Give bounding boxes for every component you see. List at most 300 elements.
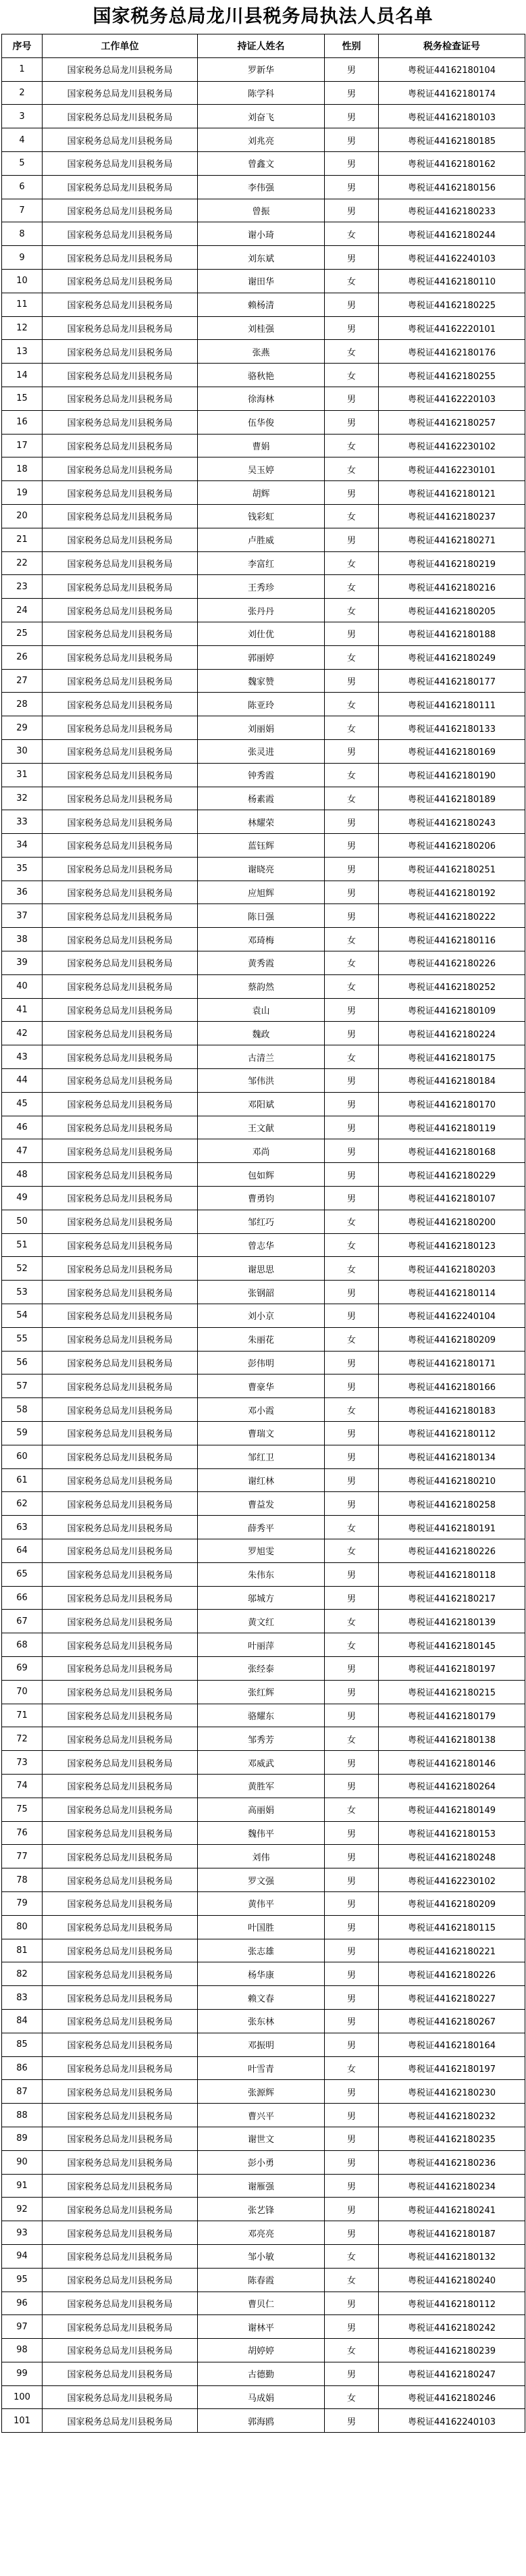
table-row (2, 1962, 525, 1986)
cell-unit: 国家税务总局龙川县税务局 (43, 2009, 198, 2033)
cell-index: 6 (2, 175, 43, 199)
cell-unit: 国家税务总局龙川县税务局 (43, 2104, 198, 2127)
cell-index: 16 (2, 410, 43, 434)
cell-unit: 国家税务总局龙川县税务局 (43, 1845, 198, 1868)
cell-name: 谢世文 (198, 2127, 325, 2150)
cell-cert-number: 粤税证44162180162 (379, 151, 525, 175)
cell-gender: 女 (325, 1798, 379, 1821)
table-row (2, 669, 525, 693)
table-row (2, 504, 525, 528)
cell-unit: 国家税务总局龙川县税务局 (43, 2292, 198, 2315)
table-row (2, 1398, 525, 1422)
cell-unit: 国家税务总局龙川县税务局 (43, 81, 198, 105)
cell-gender: 男 (325, 1586, 379, 1610)
table-row (2, 1821, 525, 1845)
cell-cert-number: 粤税证44162180248 (379, 1845, 525, 1868)
cell-index: 80 (2, 1915, 43, 1939)
cell-index: 45 (2, 1092, 43, 1116)
cell-unit: 国家税务总局龙川县税务局 (43, 222, 198, 246)
cell-cert-number: 粤税证44162180209 (379, 1327, 525, 1351)
cell-cert-number: 粤税证44162230102 (379, 434, 525, 457)
cell-gender: 男 (325, 316, 379, 340)
table-row (2, 434, 525, 457)
cell-cert-number: 粤税证44162180203 (379, 1257, 525, 1281)
cell-cert-number: 粤税证44162180187 (379, 2221, 525, 2245)
cell-cert-number: 粤税证44162180234 (379, 2174, 525, 2198)
cell-gender: 女 (325, 1327, 379, 1351)
table-row (2, 1727, 525, 1751)
cell-gender: 男 (325, 1562, 379, 1586)
cell-unit: 国家税务总局龙川县税务局 (43, 622, 198, 645)
table-row (2, 1187, 525, 1210)
cell-gender: 男 (325, 1704, 379, 1727)
cell-gender: 男 (325, 293, 379, 316)
cell-name: 杨素霞 (198, 787, 325, 810)
cell-name: 邓振明 (198, 2033, 325, 2056)
cell-cert-number: 粤税证44162180175 (379, 1045, 525, 1069)
cell-name: 马成娟 (198, 2385, 325, 2409)
cell-gender: 女 (325, 434, 379, 457)
cell-name: 张钢韶 (198, 1281, 325, 1304)
cell-gender: 男 (325, 2362, 379, 2385)
cell-index: 10 (2, 269, 43, 293)
table-row (2, 810, 525, 834)
cell-unit: 国家税务总局龙川县税务局 (43, 1281, 198, 1304)
cell-unit: 国家税务总局龙川县税务局 (43, 575, 198, 599)
cell-index: 4 (2, 128, 43, 152)
cell-gender: 男 (325, 387, 379, 410)
cell-index: 82 (2, 1962, 43, 1986)
cell-name: 胡辉 (198, 481, 325, 505)
cell-gender: 女 (325, 693, 379, 716)
cell-index: 17 (2, 434, 43, 457)
table-row (2, 1845, 525, 1868)
cell-index: 35 (2, 857, 43, 881)
cell-index: 95 (2, 2268, 43, 2292)
cell-index: 57 (2, 1374, 43, 1398)
cell-cert-number: 粤税证44162180185 (379, 128, 525, 152)
cell-cert-number: 粤税证44162180242 (379, 2315, 525, 2339)
cell-unit: 国家税务总局龙川县税务局 (43, 857, 198, 881)
cell-gender: 女 (325, 928, 379, 951)
table-row (2, 1492, 525, 1516)
cell-gender: 男 (325, 1868, 379, 1892)
cell-name: 包如辉 (198, 1163, 325, 1187)
cell-unit: 国家税务总局龙川县税务局 (43, 1562, 198, 1586)
cell-unit: 国家税务总局龙川县税务局 (43, 1939, 198, 1962)
table-row (2, 716, 525, 740)
cell-name: 赖杨清 (198, 293, 325, 316)
cell-index: 49 (2, 1187, 43, 1210)
cell-name: 谢小琦 (198, 222, 325, 246)
cell-unit: 国家税务总局龙川县税务局 (43, 1633, 198, 1657)
cell-index: 2 (2, 81, 43, 105)
cell-gender: 男 (325, 1986, 379, 2010)
cell-index: 51 (2, 1233, 43, 1257)
cell-gender: 男 (325, 1821, 379, 1845)
cell-unit: 国家税务总局龙川县税务局 (43, 834, 198, 858)
cell-gender: 男 (325, 739, 379, 763)
cell-gender: 女 (325, 1633, 379, 1657)
cell-gender: 女 (325, 504, 379, 528)
cell-gender: 女 (325, 2244, 379, 2268)
cell-cert-number: 粤税证44162180188 (379, 622, 525, 645)
cell-cert-number: 粤税证44162180229 (379, 1163, 525, 1187)
cell-gender: 男 (325, 81, 379, 105)
cell-unit: 国家税务总局龙川县税务局 (43, 1915, 198, 1939)
cell-unit: 国家税务总局龙川县税务局 (43, 504, 198, 528)
cell-gender: 女 (325, 1610, 379, 1633)
table-row (2, 1281, 525, 1304)
cell-unit: 国家税务总局龙川县税务局 (43, 1751, 198, 1775)
cell-gender: 男 (325, 2315, 379, 2339)
cell-cert-number: 粤税证44162240104 (379, 1304, 525, 1328)
cell-cert-number: 粤税证44162180197 (379, 1656, 525, 1680)
cell-unit: 国家税务总局龙川县税务局 (43, 481, 198, 505)
cell-unit: 国家税务总局龙川县税务局 (43, 340, 198, 364)
cell-gender: 男 (325, 128, 379, 152)
cell-gender: 男 (325, 1069, 379, 1093)
cell-unit: 国家税务总局龙川县税务局 (43, 199, 198, 222)
cell-cert-number: 粤税证44162180209 (379, 1891, 525, 1915)
cell-unit: 国家税务总局龙川县税务局 (43, 2150, 198, 2174)
cell-cert-number: 粤税证44162180252 (379, 974, 525, 998)
cell-gender: 男 (325, 1304, 379, 1328)
cell-cert-number: 粤税证44162180174 (379, 81, 525, 105)
table-row (2, 457, 525, 481)
cell-unit: 国家税务总局龙川县税务局 (43, 1586, 198, 1610)
cell-name: 刘仕优 (198, 622, 325, 645)
cell-name: 张燕 (198, 340, 325, 364)
cell-index: 76 (2, 1821, 43, 1845)
cell-name: 吴玉婷 (198, 457, 325, 481)
table-row (2, 693, 525, 716)
table-row (2, 1233, 525, 1257)
table-row (2, 599, 525, 622)
cell-cert-number: 粤税证44162180146 (379, 1751, 525, 1775)
cell-index: 81 (2, 1939, 43, 1962)
table-row (2, 175, 525, 199)
cell-gender: 男 (325, 1962, 379, 1986)
cell-cert-number: 粤税证44162180170 (379, 1092, 525, 1116)
table-row (2, 1257, 525, 1281)
cell-gender: 女 (325, 457, 379, 481)
table-row (2, 81, 525, 105)
header-gender: 性别 (325, 34, 379, 58)
table-row (2, 1868, 525, 1892)
cell-index: 31 (2, 763, 43, 787)
cell-gender: 女 (325, 716, 379, 740)
cell-cert-number: 粤税证44162180112 (379, 1422, 525, 1445)
cell-name: 罗新华 (198, 57, 325, 81)
cell-name: 张东林 (198, 2009, 325, 2033)
cell-index: 41 (2, 998, 43, 1022)
cell-cert-number: 粤税证44162180206 (379, 834, 525, 858)
cell-cert-number: 粤税证44162180121 (379, 481, 525, 505)
table-row (2, 951, 525, 975)
cell-gender: 女 (325, 1233, 379, 1257)
cell-cert-number: 粤税证44162180230 (379, 2080, 525, 2104)
cell-name: 魏政 (198, 1022, 325, 1045)
cell-unit: 国家税务总局龙川县税务局 (43, 2198, 198, 2221)
cell-index: 28 (2, 693, 43, 716)
cell-cert-number: 粤税证44162180171 (379, 1351, 525, 1374)
table-row (2, 269, 525, 293)
cell-unit: 国家税务总局龙川县税务局 (43, 387, 198, 410)
cell-name: 邹伟洪 (198, 1069, 325, 1093)
cell-cert-number: 粤税证44162180110 (379, 269, 525, 293)
cell-name: 应旭辉 (198, 881, 325, 904)
cell-unit: 国家税务总局龙川县税务局 (43, 1374, 198, 1398)
table-row (2, 151, 525, 175)
cell-name: 李伟强 (198, 175, 325, 199)
table-row (2, 2244, 525, 2268)
cell-unit: 国家税务总局龙川县税务局 (43, 434, 198, 457)
cell-cert-number: 粤税证44162180156 (379, 175, 525, 199)
table-row (2, 2292, 525, 2315)
table-row (2, 1915, 525, 1939)
cell-unit: 国家税务总局龙川县税务局 (43, 1163, 198, 1187)
cell-unit: 国家税务总局龙川县税务局 (43, 151, 198, 175)
cell-index: 98 (2, 2339, 43, 2362)
cell-name: 邓阳斌 (198, 1092, 325, 1116)
cell-name: 曾志华 (198, 1233, 325, 1257)
cell-unit: 国家税务总局龙川县税务局 (43, 810, 198, 834)
cell-gender: 女 (325, 340, 379, 364)
cell-unit: 国家税务总局龙川县税务局 (43, 1351, 198, 1374)
cell-index: 30 (2, 739, 43, 763)
cell-unit: 国家税务总局龙川县税务局 (43, 2268, 198, 2292)
cell-index: 68 (2, 1633, 43, 1657)
cell-cert-number: 粤税证44162240103 (379, 2409, 525, 2433)
cell-unit: 国家税务总局龙川县税务局 (43, 2033, 198, 2056)
cell-index: 85 (2, 2033, 43, 2056)
cell-name: 杨华康 (198, 1962, 325, 1986)
cell-cert-number: 粤税证44162180191 (379, 1516, 525, 1539)
cell-index: 88 (2, 2104, 43, 2127)
table-row (2, 1939, 525, 1962)
cell-cert-number: 粤税证44162180243 (379, 810, 525, 834)
cell-cert-number: 粤税证44162180239 (379, 2339, 525, 2362)
cell-cert-number: 粤税证44162180169 (379, 739, 525, 763)
cell-index: 5 (2, 151, 43, 175)
cell-name: 张红辉 (198, 1680, 325, 1704)
cell-unit: 国家税务总局龙川县税务局 (43, 457, 198, 481)
cell-gender: 男 (325, 881, 379, 904)
cell-name: 胡婷婷 (198, 2339, 325, 2362)
cell-unit: 国家税务总局龙川县税务局 (43, 528, 198, 551)
cell-unit: 国家税务总局龙川县税务局 (43, 269, 198, 293)
cell-index: 89 (2, 2127, 43, 2150)
cell-name: 曹豪华 (198, 1374, 325, 1398)
table-row (2, 1516, 525, 1539)
cell-gender: 女 (325, 222, 379, 246)
cell-name: 刘东斌 (198, 246, 325, 270)
cell-unit: 国家税务总局龙川县税务局 (43, 2056, 198, 2080)
cell-unit: 国家税务总局龙川县税务局 (43, 669, 198, 693)
cell-index: 92 (2, 2198, 43, 2221)
cell-index: 33 (2, 810, 43, 834)
cell-name: 李富红 (198, 551, 325, 575)
cell-cert-number: 粤税证44162180164 (379, 2033, 525, 2056)
cell-index: 53 (2, 1281, 43, 1304)
cell-cert-number: 粤税证44162180116 (379, 928, 525, 951)
cell-index: 32 (2, 787, 43, 810)
cell-cert-number: 粤税证44162180149 (379, 1798, 525, 1821)
table-row (2, 57, 525, 81)
cell-unit: 国家税务总局龙川县税务局 (43, 645, 198, 669)
cell-unit: 国家税务总局龙川县税务局 (43, 1045, 198, 1069)
cell-cert-number: 粤税证44162180168 (379, 1139, 525, 1163)
cell-name: 曹勇钧 (198, 1187, 325, 1210)
cell-name: 彭伟明 (198, 1351, 325, 1374)
cell-unit: 国家税务总局龙川县税务局 (43, 1422, 198, 1445)
cell-cert-number: 粤税证44162180233 (379, 199, 525, 222)
cell-unit: 国家税务总局龙川县税务局 (43, 951, 198, 975)
cell-cert-number: 粤税证44162180225 (379, 293, 525, 316)
cell-name: 刘小京 (198, 1304, 325, 1328)
cell-unit: 国家税务总局龙川县税务局 (43, 1727, 198, 1751)
table-row (2, 1891, 525, 1915)
cell-cert-number: 粤税证44162180251 (379, 857, 525, 881)
cell-index: 100 (2, 2385, 43, 2409)
table-row (2, 1656, 525, 1680)
cell-name: 黄秀霞 (198, 951, 325, 975)
cell-cert-number: 粤税证44162180226 (379, 1962, 525, 1986)
cell-name: 邓亮亮 (198, 2221, 325, 2245)
table-row (2, 1092, 525, 1116)
cell-gender: 女 (325, 1257, 379, 1281)
cell-cert-number: 粤税证44162180153 (379, 1821, 525, 1845)
cell-cert-number: 粤税证44162180236 (379, 2150, 525, 2174)
cell-cert-number: 粤税证44162180221 (379, 1939, 525, 1962)
cell-name: 曾鑫文 (198, 151, 325, 175)
cell-index: 73 (2, 1751, 43, 1775)
cell-cert-number: 粤税证44162180104 (379, 57, 525, 81)
cell-cert-number: 粤税证44162180264 (379, 1774, 525, 1798)
cell-gender: 男 (325, 151, 379, 175)
cell-unit: 国家税务总局龙川县税务局 (43, 1257, 198, 1281)
cell-gender: 男 (325, 1022, 379, 1045)
cell-index: 8 (2, 222, 43, 246)
cell-name: 刘桂强 (198, 316, 325, 340)
table-row (2, 763, 525, 787)
cell-index: 87 (2, 2080, 43, 2104)
cell-unit: 国家税务总局龙川县税务局 (43, 1187, 198, 1210)
cell-unit: 国家税务总局龙川县税务局 (43, 1022, 198, 1045)
cell-unit: 国家税务总局龙川县税务局 (43, 410, 198, 434)
cell-index: 40 (2, 974, 43, 998)
table-row (2, 2198, 525, 2221)
cell-name: 邬城方 (198, 1586, 325, 1610)
table-row (2, 1562, 525, 1586)
cell-unit: 国家税务总局龙川县税务局 (43, 1327, 198, 1351)
cell-index: 55 (2, 1327, 43, 1351)
cell-index: 78 (2, 1868, 43, 1892)
table-row (2, 293, 525, 316)
table-row (2, 387, 525, 410)
cell-cert-number: 粤税证44162180183 (379, 1398, 525, 1422)
cell-index: 69 (2, 1656, 43, 1680)
cell-unit: 国家税务总局龙川县税务局 (43, 1516, 198, 1539)
cell-index: 24 (2, 599, 43, 622)
cell-gender: 男 (325, 175, 379, 199)
cell-name: 魏家赞 (198, 669, 325, 693)
table-row (2, 316, 525, 340)
cell-gender: 男 (325, 1680, 379, 1704)
table-row (2, 1374, 525, 1398)
cell-gender: 女 (325, 1045, 379, 1069)
cell-index: 50 (2, 1210, 43, 1233)
cell-cert-number: 粤税证44162180271 (379, 528, 525, 551)
cell-cert-number: 粤税证44162180232 (379, 2104, 525, 2127)
cell-gender: 男 (325, 1281, 379, 1304)
cell-gender: 男 (325, 528, 379, 551)
cell-index: 79 (2, 1891, 43, 1915)
cell-name: 曾振 (198, 199, 325, 222)
cell-index: 75 (2, 1798, 43, 1821)
cell-unit: 国家税务总局龙川县税务局 (43, 316, 198, 340)
table-body (2, 57, 525, 2432)
cell-index: 7 (2, 199, 43, 222)
cell-unit: 国家税务总局龙川县税务局 (43, 763, 198, 787)
cell-cert-number: 粤税证44162180205 (379, 599, 525, 622)
table-row (2, 1327, 525, 1351)
cell-unit: 国家税务总局龙川县税务局 (43, 551, 198, 575)
cell-index: 43 (2, 1045, 43, 1069)
cell-name: 赖文春 (198, 1986, 325, 2010)
cell-gender: 女 (325, 1539, 379, 1563)
cell-unit: 国家税务总局龙川县税务局 (43, 2315, 198, 2339)
cell-name: 黄文红 (198, 1610, 325, 1633)
table-row (2, 105, 525, 128)
cell-name: 卢胜威 (198, 528, 325, 551)
cell-index: 3 (2, 105, 43, 128)
cell-gender: 男 (325, 1116, 379, 1139)
cell-gender: 男 (325, 2080, 379, 2104)
table-row (2, 998, 525, 1022)
cell-unit: 国家税务总局龙川县税务局 (43, 293, 198, 316)
table-row (2, 1210, 525, 1233)
cell-name: 刘丽娟 (198, 716, 325, 740)
cell-gender: 男 (325, 105, 379, 128)
cell-cert-number: 粤税证44162180189 (379, 787, 525, 810)
cell-index: 67 (2, 1610, 43, 1633)
table-row (2, 834, 525, 858)
cell-name: 黄伟平 (198, 1891, 325, 1915)
cell-gender: 女 (325, 787, 379, 810)
cell-gender: 男 (325, 810, 379, 834)
cell-index: 23 (2, 575, 43, 599)
cell-gender: 女 (325, 1398, 379, 1422)
cell-index: 91 (2, 2174, 43, 2198)
cell-name: 邓琦梅 (198, 928, 325, 951)
cell-unit: 国家税务总局龙川县税务局 (43, 974, 198, 998)
table-row (2, 1539, 525, 1563)
table-row (2, 1422, 525, 1445)
cell-gender: 男 (325, 1939, 379, 1962)
cell-cert-number: 粤税证44162180237 (379, 504, 525, 528)
cell-unit: 国家税务总局龙川县税务局 (43, 1539, 198, 1563)
cell-index: 46 (2, 1116, 43, 1139)
cell-unit: 国家税务总局龙川县税务局 (43, 739, 198, 763)
cell-name: 徐海林 (198, 387, 325, 410)
table-row (2, 1116, 525, 1139)
cell-gender: 男 (325, 1187, 379, 1210)
cell-name: 刘奋飞 (198, 105, 325, 128)
table-header-row (2, 34, 525, 58)
cell-name: 邹红巧 (198, 1210, 325, 1233)
